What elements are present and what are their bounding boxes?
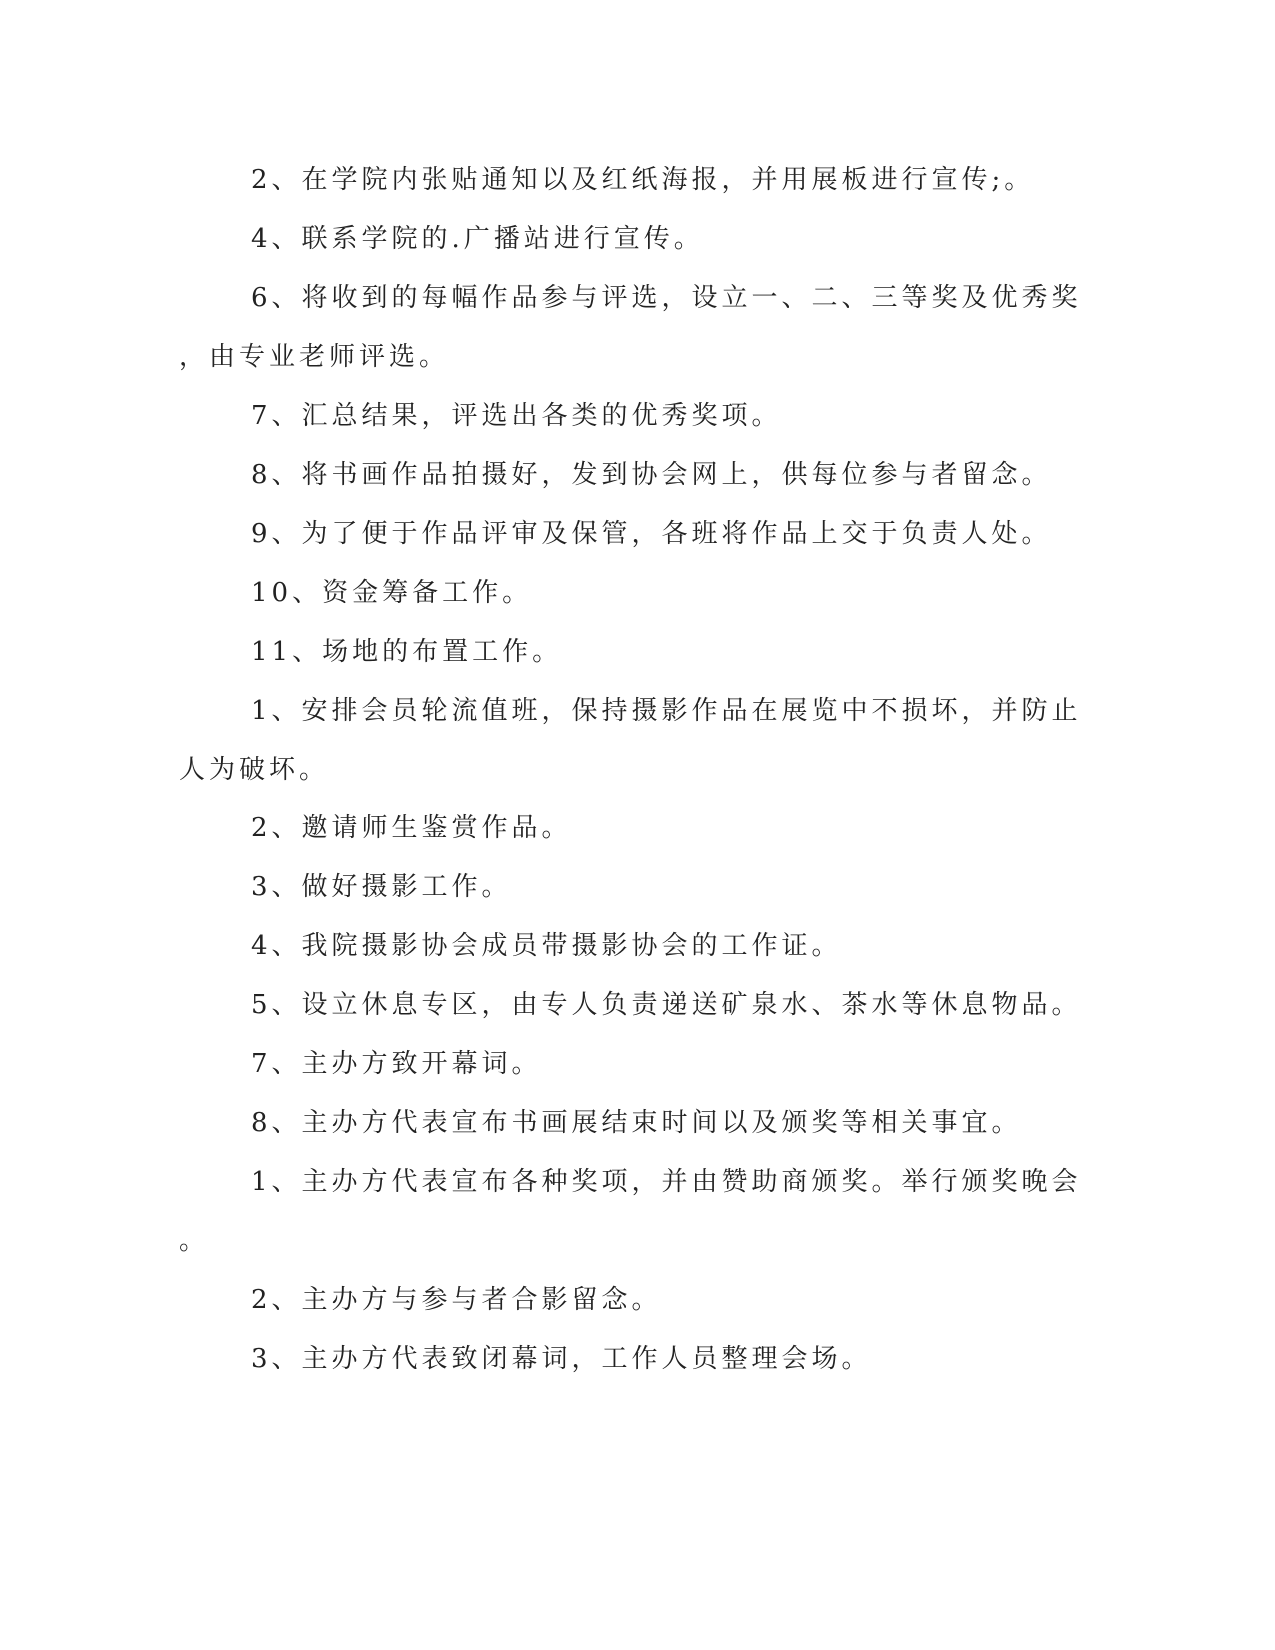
paragraph-line: 2、邀请师生鉴赏作品。 [251, 813, 572, 843]
paragraph-line: 10、资金筹备工作。 [251, 578, 533, 608]
paragraph-line: 8、将书画作品拍摄好，发到协会网上，供每位参与者留念。 [251, 460, 1052, 490]
paragraph-line: 2、主办方与参与者合影留念。 [251, 1285, 662, 1315]
paragraph-line: 7、主办方致开幕词。 [251, 1049, 542, 1079]
paragraph-line: 人为破坏。 [179, 755, 330, 785]
paragraph-line: 3、做好摄影工作。 [251, 872, 512, 902]
paragraph-line: 8、主办方代表宣布书画展结束时间以及颁奖等相关事宜。 [251, 1108, 1022, 1138]
paragraph-line: 1、安排会员轮流值班，保持摄影作品在展览中不损坏，并防止 [251, 696, 1082, 726]
paragraph-line: 1、主办方代表宣布各种奖项，并由赞助商颁奖。举行颁奖晚会 [251, 1167, 1082, 1197]
paragraph-line: 7、汇总结果，评选出各类的优秀奖项。 [251, 401, 782, 431]
paragraph-line: 3、主办方代表致闭幕词，工作人员整理会场。 [251, 1344, 872, 1374]
paragraph-line: 4、联系学院的.广播站进行宣传。 [251, 224, 704, 254]
paragraph-line: 。 [179, 1226, 210, 1256]
paragraph-line: 2、在学院内张贴通知以及红纸海报，并用展板进行宣传;。 [251, 165, 1035, 195]
paragraph-line: 4、我院摄影协会成员带摄影协会的工作证。 [251, 931, 842, 961]
paragraph-line: ，由专业老师评选。 [179, 342, 450, 372]
paragraph-line: 6、将收到的每幅作品参与评选，设立一、二、三等奖及优秀奖 [251, 283, 1082, 313]
paragraph-line: 11、场地的布置工作。 [251, 637, 563, 667]
paragraph-line: 5、设立休息专区，由专人负责递送矿泉水、茶水等休息物品。 [251, 990, 1082, 1020]
paragraph-line: 9、为了便于作品评审及保管，各班将作品上交于负责人处。 [251, 519, 1052, 549]
